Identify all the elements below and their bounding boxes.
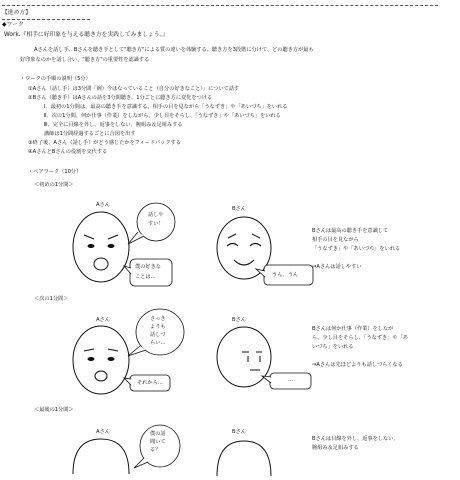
work-line: Work.『相手に好印象を与える聴き方を実践してみましょう。』 — [4, 32, 169, 38]
a-speech-text: それから… — [137, 380, 163, 386]
procedure-substep: Ⅲ．完全に目線を外し、返事をしない、腕組み＆足組みする — [44, 122, 183, 128]
intro-line-1: Aさんを話し手、Bさんを聴き手として"聴き方"による質の違いを体験する。聴き方を3段階に分けて、どの聴き方が最も — [34, 47, 314, 53]
a-name: Aさん — [96, 202, 110, 208]
a-bubble-text: 話しや — [148, 212, 164, 218]
section-desc: 「うなずき」や「あいづち」をいれる — [312, 246, 401, 252]
work-heading: ◆ワーク — [2, 22, 24, 28]
procedure-step: ②Bさん（聴き手）はAさんの話を3分間聴き、1分ごとに聴き方に変化をつける — [28, 95, 213, 101]
section-desc: 腕組み＆足組みする — [312, 445, 359, 451]
a-name: Aさん — [96, 317, 110, 323]
procedure-step: ③終了後、Aさん（話し手）がどう感じたかをフィードバックする — [28, 140, 181, 146]
top-divider — [2, 5, 438, 6]
page-title: 【進め方】 — [2, 10, 31, 16]
speaker-a-face — [72, 325, 130, 395]
b-name: Bさん — [232, 429, 246, 435]
speaker-a-face — [72, 211, 130, 283]
speaker-a-face — [72, 438, 130, 478]
a-speech-text: 僕の好きな — [135, 264, 161, 270]
section-label: ＜最後の1分間＞ — [34, 407, 74, 413]
section-desc: Bさんは何か仕事（作業）をしなが — [312, 326, 394, 332]
section-desc: 相手の目を見ながら — [312, 237, 359, 243]
b-speech-bubble — [262, 372, 312, 390]
a-bubble-text: 僕の話 — [150, 431, 166, 437]
a-speech-bubble — [124, 258, 174, 288]
a-speech-text: ことは… — [135, 274, 156, 280]
section-desc: Bさんは目線を外し、返事をしない、 — [312, 436, 399, 442]
a-bubble-text: 聞いて — [150, 439, 166, 445]
a-bubble-text: すい！ — [148, 221, 164, 227]
section-result: ⇒Aさんは先ほどよりも話しづらくなる — [312, 362, 403, 368]
section-desc: ら、少し目をそらし、「うなずき」や「あ — [312, 335, 408, 341]
a-bubble-text: さっき — [150, 316, 166, 322]
pairwork-heading: ・ペアワーク（10分） — [28, 169, 82, 175]
section-result: ⇒Aさんは話しやすい — [312, 264, 362, 270]
section-desc: Bさんは最高の聴き手を意識して — [312, 228, 389, 234]
procedure-step: ①Aさん（話し手）は3分間「例）今はなっていること（自分の好きなこと）」について話す — [28, 86, 240, 92]
b-speech-text: … — [288, 377, 294, 383]
section-label: ＜初めの1分間＞ — [34, 182, 74, 188]
procedure-step: ④AさんとBさんの役割を交代する — [28, 149, 108, 155]
b-name: Bさん — [232, 317, 246, 323]
b-name: Bさん — [232, 206, 246, 212]
a-bubble-text: る？ — [150, 447, 161, 453]
procedure-substep: Ⅱ．次の1分間、何か仕事（作業）をしながら、少し目をそらし、「うなずき」や「あいづち」をいれる — [44, 113, 281, 119]
section-desc: いづち」をいれる — [312, 344, 354, 350]
procedure-heading: ・ワークの手順の説明（5分） — [20, 76, 91, 82]
intro-line-2: 好印象なのかを話し合い、"聴き方"の重要性を認識する — [20, 57, 150, 63]
a-bubble-text: よりも — [150, 324, 166, 330]
a-bubble-text: 話しづ — [150, 332, 166, 338]
a-bubble-text: らい… — [150, 340, 166, 346]
a-name: Aさん — [96, 429, 110, 435]
procedure-substep: Ⅰ．最初の1分間は、最高の聴き手を意識する。相手の目を見ながら「うなずき」や「あいづち」をいれる — [44, 104, 288, 110]
listener-b-face — [216, 440, 272, 480]
title-divider — [2, 19, 90, 20]
procedure-note: 講師は1分間経過するごとに合図を出す — [44, 131, 136, 137]
b-speech-text: うん、うん — [272, 272, 299, 278]
section-label: ＜次の1分間＞ — [34, 296, 69, 302]
